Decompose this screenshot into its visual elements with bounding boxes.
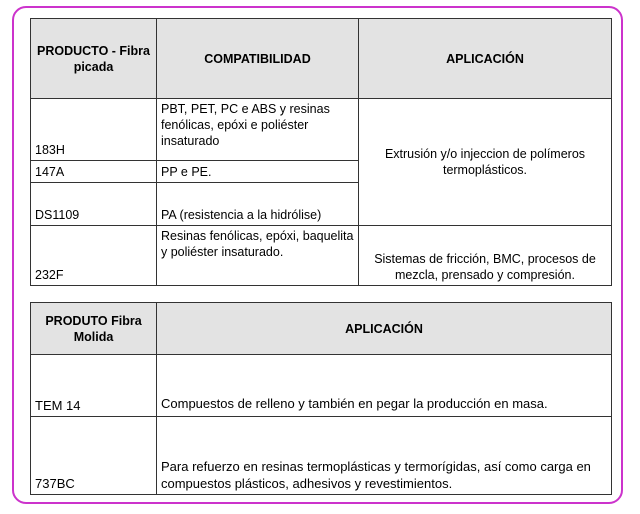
product-cell: 183H [31, 99, 157, 161]
header-aplicacion: APLICACIÓN [359, 19, 612, 99]
compat-cell: Resinas fenólicas, epóxi, baquelita y poliéster insaturado. [157, 226, 359, 286]
fibra-picada-table [30, 18, 612, 286]
compat-cell: PA (resistencia a la hidrólise) [157, 183, 359, 226]
product-cell: 147A [31, 161, 157, 183]
app-cell: Compuestos de relleno y también en pegar la producción en masa. [157, 355, 612, 417]
app-cell: Extrusión y/o injeccion de polímeros termoplásticos. [359, 99, 612, 226]
compat-cell: PBT, PET, PC e ABS y resinas fenólicas, epóxi e poliéster insaturado [157, 99, 359, 161]
header-compatibilidad: COMPATIBILIDAD [157, 19, 359, 99]
fibra-molida-table [30, 302, 612, 495]
header-produto: PRODUTO Fibra Molida [31, 303, 157, 355]
app-cell: Sistemas de fricción, BMC, procesos de mezcla, prensado y compresión. [359, 226, 612, 286]
product-cell: 737BC [31, 417, 157, 495]
product-cell: TEM 14 [31, 355, 157, 417]
header-producto: PRODUCTO - Fibra picada [31, 19, 157, 99]
compat-cell: PP e PE. [157, 161, 359, 183]
product-cell: 232F [31, 226, 157, 286]
app-cell: Para refuerzo en resinas termoplásticas y termorígidas, así como carga en compuestos plásticos, adhesivos y revestimientos. [157, 417, 612, 495]
header-aplicacion: APLICACIÓN [157, 303, 612, 355]
product-cell: DS1109 [31, 183, 157, 226]
